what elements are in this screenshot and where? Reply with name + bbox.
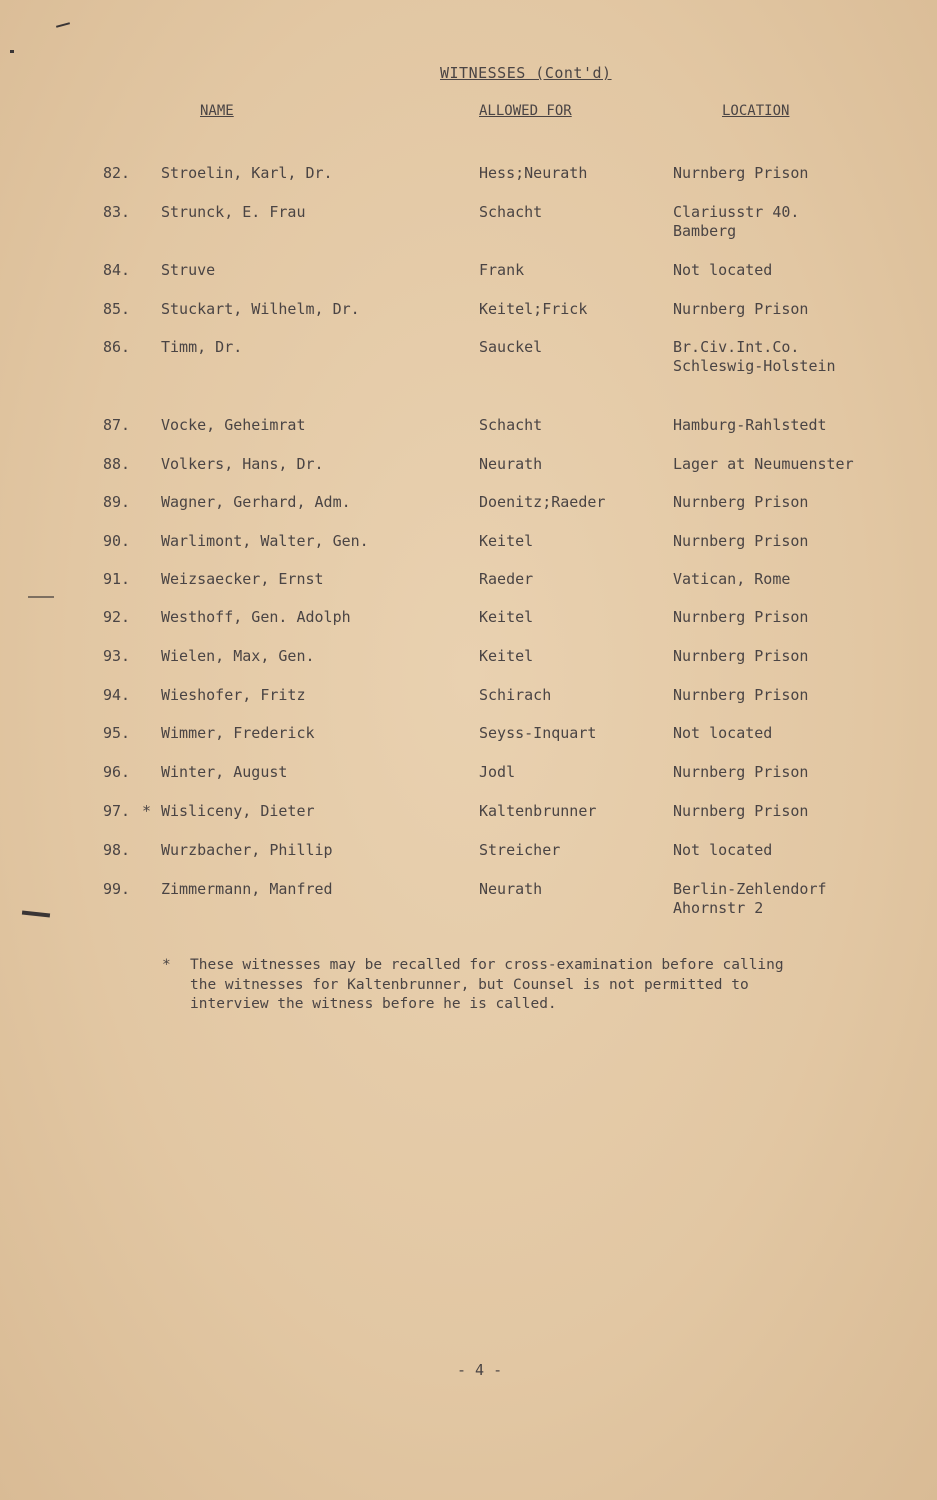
row-number: 85.	[103, 300, 131, 318]
allowed-for: Schirach	[479, 686, 552, 704]
location	[673, 570, 790, 589]
location-line: Schleswig-Holstein	[673, 357, 836, 375]
page-title: WITNESSES (Cont'd)	[440, 64, 612, 82]
row-number: 84.	[103, 261, 131, 279]
location	[673, 493, 808, 512]
witness-name: Warlimont, Walter, Gen.	[161, 532, 369, 550]
witness-name: Struve	[161, 261, 216, 279]
row-number: 96.	[103, 763, 131, 781]
location-line: Nurnberg Prison	[673, 686, 809, 704]
witness-name: Wisliceny, Dieter	[161, 802, 315, 820]
location-line: Nurnberg Prison	[673, 802, 809, 820]
column-header-allowed-for: ALLOWED FOR	[479, 103, 572, 119]
witness-name: Wimmer, Frederick	[161, 724, 315, 742]
location	[673, 416, 827, 435]
allowed-for: Seyss-Inquart	[479, 724, 597, 742]
allowed-for: Sauckel	[479, 338, 543, 356]
column-header-name: NAME	[200, 103, 234, 119]
allowed-for: Frank	[479, 261, 525, 279]
witness-name: Zimmermann, Manfred	[161, 880, 333, 898]
location	[673, 164, 808, 183]
witness-name: Volkers, Hans, Dr.	[161, 455, 324, 473]
allowed-for: Keitel	[479, 647, 534, 665]
location-line: Not located	[673, 841, 773, 859]
location-line: Br.Civ.Int.Co.	[673, 338, 800, 356]
row-number: 86.	[103, 338, 131, 356]
location	[673, 841, 772, 860]
margin-mark	[28, 596, 54, 598]
row-number: 93.	[103, 647, 131, 665]
witness-name: Winter, August	[161, 763, 288, 781]
witness-name: Strunck, E. Frau	[161, 203, 306, 221]
allowed-for: Keitel	[479, 532, 534, 550]
location-line: Hamburg-Rahlstedt	[673, 416, 827, 434]
location	[673, 608, 808, 627]
row-number: 82.	[103, 164, 131, 182]
location-line: Lager at Neumuenster	[673, 455, 854, 473]
witness-name: Wielen, Max, Gen.	[161, 647, 315, 665]
location-line: Ahornstr 2	[673, 899, 764, 917]
location-line: Nurnberg Prison	[673, 164, 809, 182]
witness-name: Wagner, Gerhard, Adm.	[161, 493, 351, 511]
row-marker: *	[142, 802, 152, 820]
allowed-for: Keitel	[479, 608, 534, 626]
margin-mark	[10, 50, 14, 53]
location	[673, 802, 808, 821]
footnote-line: These witnesses may be recalled for cross-examination before calling	[190, 957, 784, 973]
location	[673, 261, 772, 280]
allowed-for: Neurath	[479, 880, 543, 898]
location-line: Nurnberg Prison	[673, 647, 809, 665]
location	[673, 203, 799, 241]
location-line: Nurnberg Prison	[673, 300, 809, 318]
location-line: Not located	[673, 724, 773, 742]
location	[673, 880, 827, 918]
column-header-location: LOCATION	[722, 103, 790, 119]
row-number: 98.	[103, 841, 131, 859]
location	[673, 724, 772, 743]
row-number: 87.	[103, 416, 131, 434]
witness-name: Stuckart, Wilhelm, Dr.	[161, 300, 360, 318]
page-number: - 4 -	[457, 1361, 503, 1379]
allowed-for: Doenitz;Raeder	[479, 493, 606, 511]
row-number: 83.	[103, 203, 131, 221]
allowed-for: Raeder	[479, 570, 534, 588]
allowed-for: Kaltenbrunner	[479, 802, 597, 820]
location	[673, 455, 854, 474]
row-number: 90.	[103, 532, 131, 550]
footnote-line: the witnesses for Kaltenbrunner, but Counsel is not permitted to	[190, 976, 749, 993]
row-number: 99.	[103, 880, 131, 898]
location-line: Vatican, Rome	[673, 570, 791, 588]
footnote-text	[190, 956, 870, 1015]
witness-name: Wieshofer, Fritz	[161, 686, 306, 704]
location-line: Nurnberg Prison	[673, 763, 809, 781]
row-number: 95.	[103, 724, 131, 742]
location-line: Clariusstr 40.	[673, 203, 800, 221]
witness-name: Westhoff, Gen. Adolph	[161, 608, 351, 626]
location-line: Berlin-Zehlendorf	[673, 880, 827, 898]
location-line: Not located	[673, 261, 773, 279]
footnote-marker: *	[162, 957, 171, 973]
location	[673, 647, 808, 666]
location	[673, 763, 808, 782]
location	[673, 532, 808, 551]
location-line: Bamberg	[673, 222, 737, 240]
allowed-for: Hess;Neurath	[479, 164, 588, 182]
allowed-for: Schacht	[479, 203, 543, 221]
witness-name: Vocke, Geheimrat	[161, 416, 306, 434]
row-number: 92.	[103, 608, 131, 626]
row-number: 97.	[103, 802, 131, 820]
row-number: 91.	[103, 570, 131, 588]
allowed-for: Neurath	[479, 455, 543, 473]
margin-mark	[56, 22, 70, 28]
row-number: 89.	[103, 493, 131, 511]
location-line: Nurnberg Prison	[673, 493, 809, 511]
location	[673, 338, 836, 376]
margin-mark	[22, 911, 50, 918]
row-number: 88.	[103, 455, 131, 473]
witness-name: Timm, Dr.	[161, 338, 243, 356]
allowed-for: Streicher	[479, 841, 561, 859]
location	[673, 686, 808, 705]
row-number: 94.	[103, 686, 131, 704]
witness-name: Stroelin, Karl, Dr.	[161, 164, 333, 182]
location	[673, 300, 808, 319]
location-line: Nurnberg Prison	[673, 608, 809, 626]
allowed-for: Keitel;Frick	[479, 300, 588, 318]
footnote-line: interview the witness before he is called.	[190, 996, 557, 1012]
location-line: Nurnberg Prison	[673, 532, 809, 550]
witness-name: Wurzbacher, Phillip	[161, 841, 333, 859]
witness-name: Weizsaecker, Ernst	[161, 570, 324, 588]
allowed-for: Jodl	[479, 763, 516, 781]
allowed-for: Schacht	[479, 416, 543, 434]
